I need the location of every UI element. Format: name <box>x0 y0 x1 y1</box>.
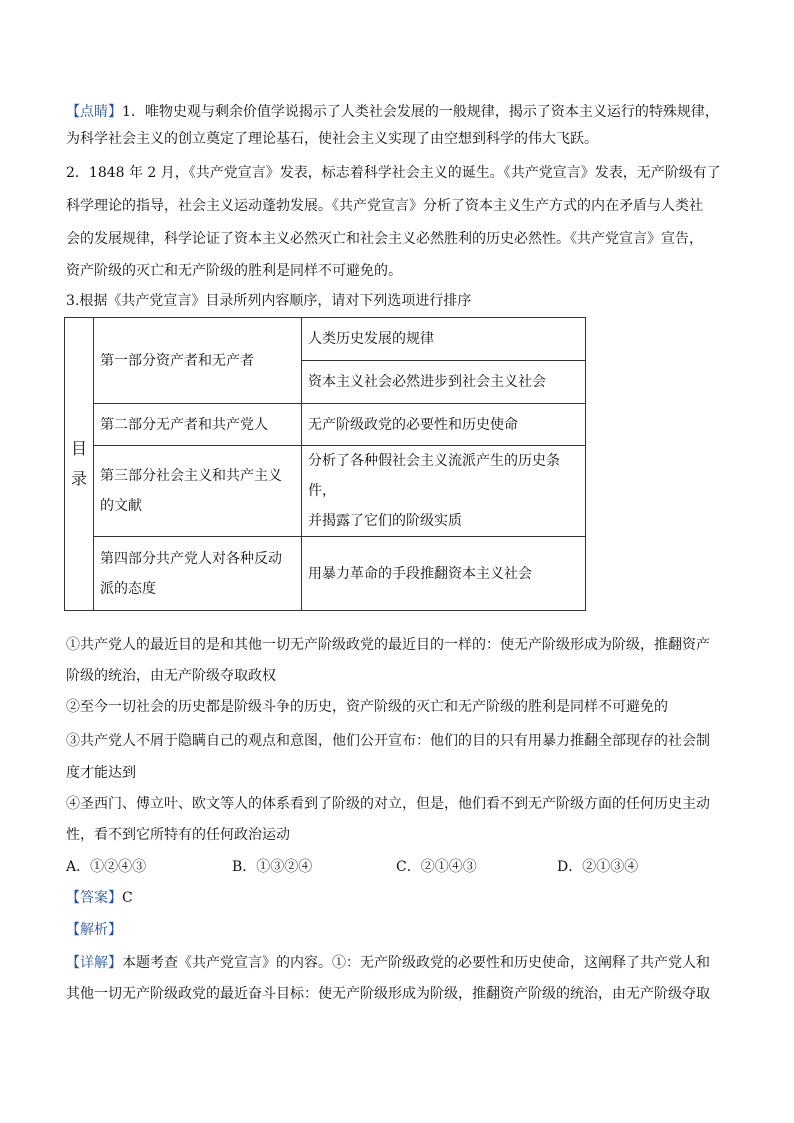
analysis-tag: 【解析】 <box>66 922 122 938</box>
highlight-p2-line-4: 资产阶级的灭亡和无产阶级的胜利是同样不可避免的。 <box>66 263 402 279</box>
answer-tag: 【答案】 <box>66 890 122 906</box>
options-row <box>66 856 726 878</box>
toc-part-1-content-b: 资本主义社会必然进步到社会主义社会 <box>302 361 586 404</box>
item-3-line-1: ③共产党人不屑于隐瞒自己的观点和意图，他们公开宣布：他们的目的只有用暴力推翻全部现存的社会制 <box>66 733 710 749</box>
item-4-line-1: ④圣西门、傅立叶、欧文等人的体系看到了阶级的对立，但是，他们看不到无产阶级方面的任何历史主动 <box>66 796 710 812</box>
item-2: ②至今一切社会的历史都是阶级斗争的历史，资产阶级的灭亡和无产阶级的胜利是同样不可避免的 <box>66 699 668 715</box>
option-b: B．①③②④ <box>232 859 313 875</box>
toc-label-2: 录 <box>71 469 88 488</box>
highlight-line-2: 为科学社会主义的创立奠定了理论基石，使社会主义实现了由空想到科学的伟大飞跃。 <box>66 131 598 147</box>
option-a: A．①②④③ <box>66 859 147 875</box>
option-c: C．②①④③ <box>396 859 477 875</box>
item-1-line-1: ①共产党人的最近目的是和其他一切无产阶级政党的最近目的一样的：使无产阶级形成为阶级，推翻资产 <box>66 637 710 653</box>
highlight-p2-line-2: 科学理论的指导，社会主义运动蓬勃发展。《共产党宣言》分析了资本主义生产方式的内在矛盾与人类社 <box>66 198 703 214</box>
detail-line-2: 其他一切无产阶级政党的最近奋斗目标：使无产阶级形成为阶级，推翻资产阶级的统治，由无产阶级夺取 <box>66 986 710 1002</box>
answer-value: C <box>122 890 133 906</box>
toc-part-1-content-a: 人类历史发展的规律 <box>302 318 586 361</box>
toc-part-3: 第三部分社会主义和共产主义 的文献 <box>94 446 302 537</box>
highlight-p2-line-1: 2．1848 年 2 月，《共产党宣言》发表，标志着科学社会主义的诞生。《共产党宣言》发表，无产阶级有了 <box>66 165 721 181</box>
highlight-p2-line-3: 会的发展规律，科学论证了资本主义必然灭亡和社会主义必然胜利的历史必然性。《共产党宣言》宣告， <box>66 231 703 247</box>
option-d: D．②①③④ <box>557 859 639 875</box>
answer-line <box>66 887 133 909</box>
item-1-line-2: 阶级的统治，由无产阶级夺取政权 <box>66 668 276 684</box>
highlight-tag: 【点睛】 <box>66 104 122 120</box>
toc-label-cell <box>65 318 94 611</box>
question-stem: 3.根据《共产党宣言》目录所列内容顺序，请对下列选项进行排序 <box>66 293 472 309</box>
toc-part-2-content: 无产阶级政党的必要性和历史使命 <box>302 404 586 446</box>
item-4-line-2: 性，看不到它所特有的任何政治运动 <box>66 827 290 843</box>
item-3-line-2: 度才能达到 <box>66 765 136 781</box>
highlight-line-1 <box>66 101 719 123</box>
toc-table <box>64 317 586 611</box>
detail-line-1 <box>66 952 710 974</box>
toc-part-4: 第四部分共产党人对各种反动 派的态度 <box>94 537 302 611</box>
toc-label-1: 目 <box>71 439 88 458</box>
analysis-line <box>66 919 122 941</box>
detail-tag: 【详解】 <box>66 955 122 971</box>
toc-part-1: 第一部分资产者和无产者 <box>94 318 302 404</box>
toc-part-2: 第二部分无产者和共产党人 <box>94 404 302 446</box>
toc-part-4-content: 用暴力革命的手段推翻资本主义社会 <box>302 537 586 611</box>
toc-part-3-content: 分析了各种假社会主义流派产生的历史条件， 并揭露了它们的阶级实质 <box>302 446 586 537</box>
highlight-text: 1．唯物史观与剩余价值学说揭示了人类社会发展的一般规律，揭示了资本主义运行的特殊规律， <box>122 104 719 120</box>
detail-text-1: 本题考查《共产党宣言》的内容。①：无产阶级政党的必要性和历史使命，这阐释了共产党人和 <box>122 955 710 971</box>
